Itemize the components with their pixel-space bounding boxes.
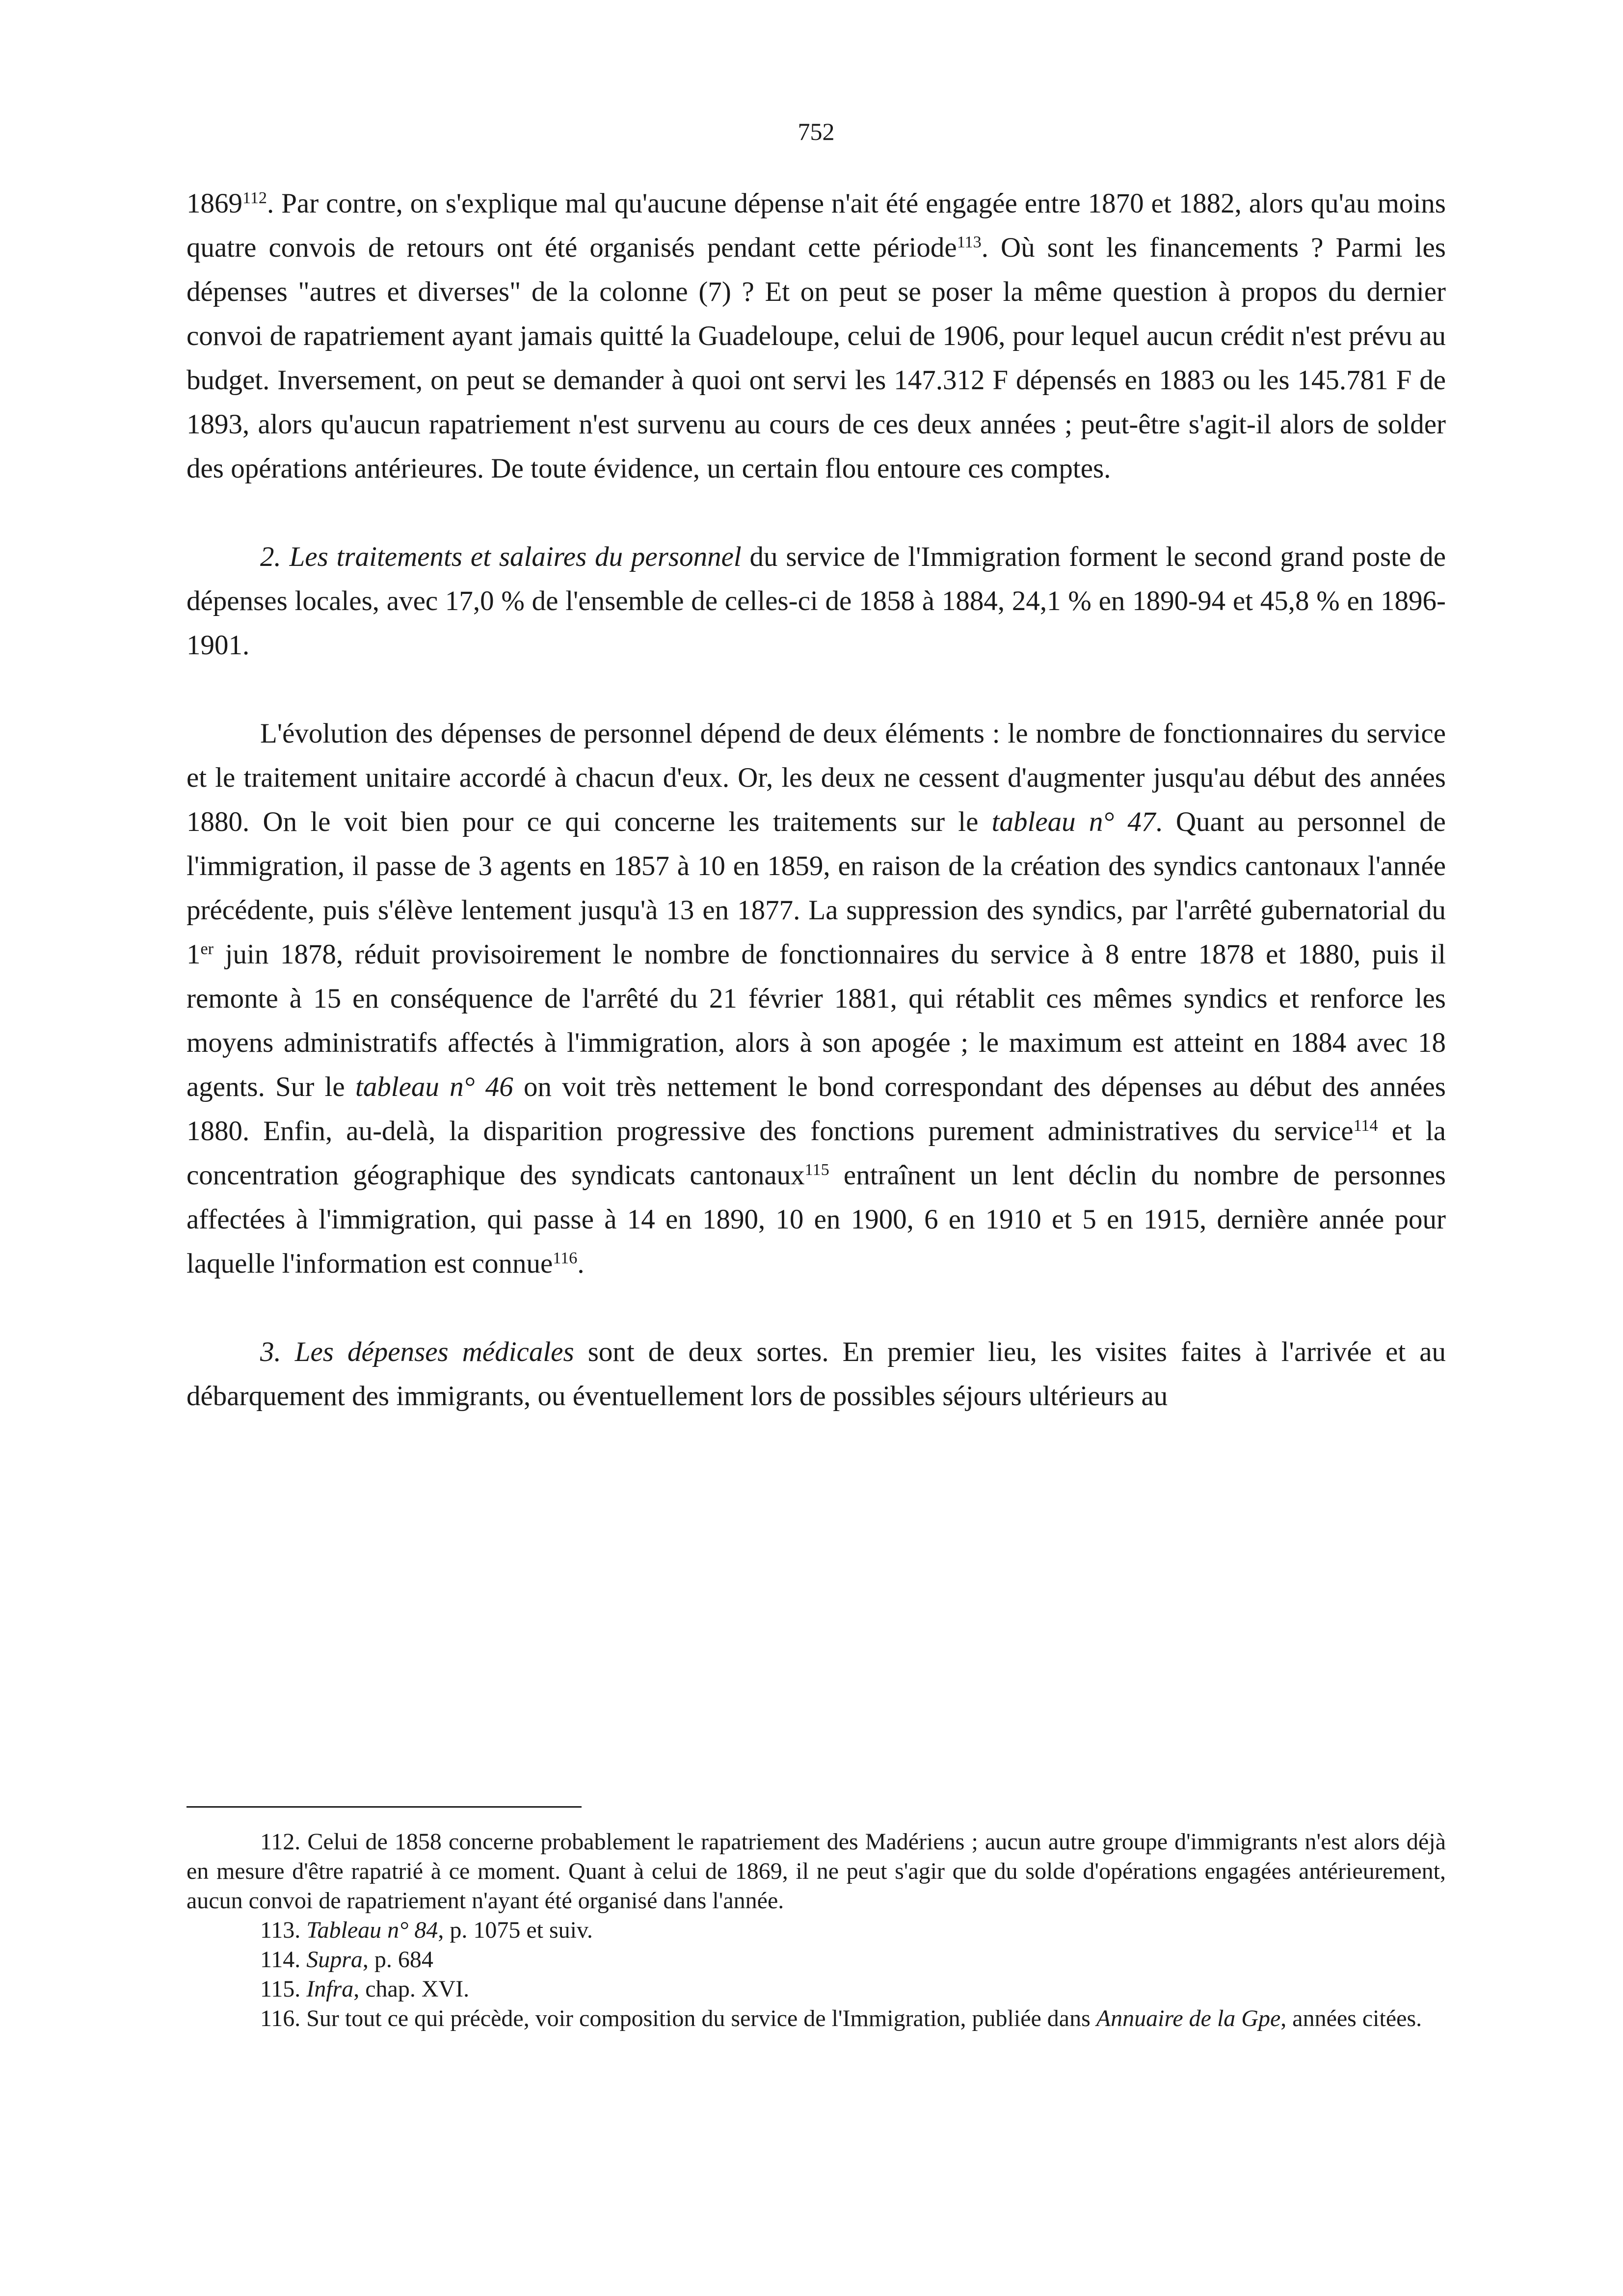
footnote-italic: Infra xyxy=(306,1976,354,2002)
footnote-112: 112. Celui de 1858 concerne probablement le rapatriement des Madériens ; aucun autre groupe d'immigrants n'est alors déjà en mesure d'être rapatrié à ce moment. Quant à celui de 1869, il ne peut s'agir que du solde d'opérations engagées antérieurement, aucun convoi de rapatriement n'ayant été organisé dans l'année. xyxy=(186,1829,1446,1914)
text-run: . xyxy=(577,1248,585,1279)
text-run: on voit très nettement le bond correspondant des dépenses au début des années 1880. Enfin, au-delà, la disparition progressive des fonctions purement administratives du service xyxy=(186,1071,1446,1147)
body-text xyxy=(186,182,1446,1463)
footnote-number: 113. xyxy=(260,1917,307,1943)
text-run: . Quant au personnel de l'immigration, il passe de 3 agents en 1857 à 10 en 1859, en raison de la création des syndics cantonaux l'année précédente, puis s'élève lentement jusqu'à 13 en 1877. La suppression des syndics, par l'arrêté gubernatorial du 1 xyxy=(186,806,1446,970)
footnote-ref-114[interactable]: 114 xyxy=(1353,1117,1378,1135)
text-run: juin 1878, réduit provisoirement le nombre de fonctionnaires du service à 8 entre 1878 et 1880, puis il remonte à 15 en conséquence de l'arrêté du 21 février 1881, qui rétablit ces mêmes syndics et renforce les moyens administratifs affectés à l'immigration, alors à son apogée ; le maximum est atteint en 1884 avec 18 agents. Sur le xyxy=(186,939,1446,1102)
text-run: du service de l'Immigration forment le second grand poste de dépenses locales, avec 17,0 % de l'ensemble de celles-ci de 1858 à 1884, 24,1 % en 1890-94 et 45,8 % en 1896-1901. xyxy=(186,541,1446,661)
footnote-114 xyxy=(186,1945,1446,1975)
paragraph-medical-costs xyxy=(186,1330,1446,1418)
text-run: et la concentration géographique des syndicats cantonaux xyxy=(186,1116,1446,1191)
text-run: . Par contre, on s'explique mal qu'aucune dépense n'ait été engagée entre 1870 et 1882, alors qu'au moins quatre convois de retours ont été organisés pendant cette période xyxy=(186,188,1446,263)
text-run: . Où sont les financements ? Parmi les dépenses "autres et diverses" de la colonne (7) ? Et on peut se poser la même question à propos du dernier convoi de rapatriement ayant jamais quitté la Guadeloupe, celui de 1906, pour lequel aucun crédit n'est prévu au budget. Inversement, on peut se demander à quoi ont servi les 147.312 F dépensés en 1883 ou les 145.781 F de 1893, alors qu'aucun rapatriement n'est survenu au cours de ces deux années ; peut-être s'agit-il alors de solder des opérations antérieures. De toute évidence, un certain flou entoure ces comptes. xyxy=(186,232,1446,484)
text-run: L'évolution des dépenses de personnel dépend de deux éléments : le nombre de fonctionnaires du service et le traitement unitaire accordé à chacun d'eux. Or, les deux ne cessent d'augmenter jusqu'au début des années 1880. On le voit bien pour ce qui concerne les traitements sur le xyxy=(186,718,1446,837)
footnote-ref-113[interactable]: 113 xyxy=(957,233,982,252)
table-reference-46: tableau n° 46 xyxy=(355,1071,513,1102)
footnote-ref-116[interactable]: 116 xyxy=(553,1249,578,1268)
footnote-text: , p. 684 xyxy=(362,1947,433,1973)
paragraph-salaries xyxy=(186,535,1446,667)
footnote-italic: Annuaire de la Gpe xyxy=(1096,2005,1281,2031)
page-number: 752 xyxy=(798,118,835,145)
footnote-italic: Tableau n° 84 xyxy=(306,1917,438,1943)
footnote-number: 114. xyxy=(260,1947,307,1973)
document-page xyxy=(186,0,1446,2296)
ordinal-suffix: er xyxy=(200,940,214,959)
text-run: entraînent un lent déclin du nombre de personnes affectées à l'immigration, qui passe à 14 en 1890, 10 en 1900, 6 en 1910 et 5 en 1915, dernière année pour laquelle l'information est connue xyxy=(186,1160,1446,1279)
text-run: 1869 xyxy=(186,188,242,219)
footnote-text: , années citées. xyxy=(1280,2005,1422,2031)
footnote-divider xyxy=(186,1806,582,1808)
table-reference-47: tableau n° 47 xyxy=(991,806,1156,837)
section-heading-medical: 3. Les dépenses médicales xyxy=(260,1336,574,1367)
footnote-number: 115. xyxy=(260,1976,307,2002)
footnote-ref-115[interactable]: 115 xyxy=(804,1161,829,1179)
footnote-116 xyxy=(186,2004,1446,2033)
footnote-text: , p. 1075 et suiv. xyxy=(438,1917,593,1943)
footnote-text: 116. Sur tout ce qui précède, voir composition du service de l'Immigration, publiée dans xyxy=(260,2005,1096,2031)
footnote-113 xyxy=(186,1916,1446,1945)
footnote-115 xyxy=(186,1975,1446,2004)
paragraph-repatriation-costs xyxy=(186,182,1446,491)
footnote-ref-112[interactable]: 112 xyxy=(242,189,267,208)
footnote-italic: Supra xyxy=(306,1947,363,1973)
text-run: sont de deux sortes. En premier lieu, les visites faites à l'arrivée et au débarquement des immigrants, ou éventuellement lors de possibles séjours ultérieurs au xyxy=(186,1336,1446,1412)
footnotes xyxy=(186,1806,1446,2033)
section-heading-salaries: 2. Les traitements et salaires du personnel xyxy=(260,541,742,572)
footnote-text: , chap. XVI. xyxy=(353,1976,470,2002)
paragraph-staff-evolution xyxy=(186,712,1446,1286)
